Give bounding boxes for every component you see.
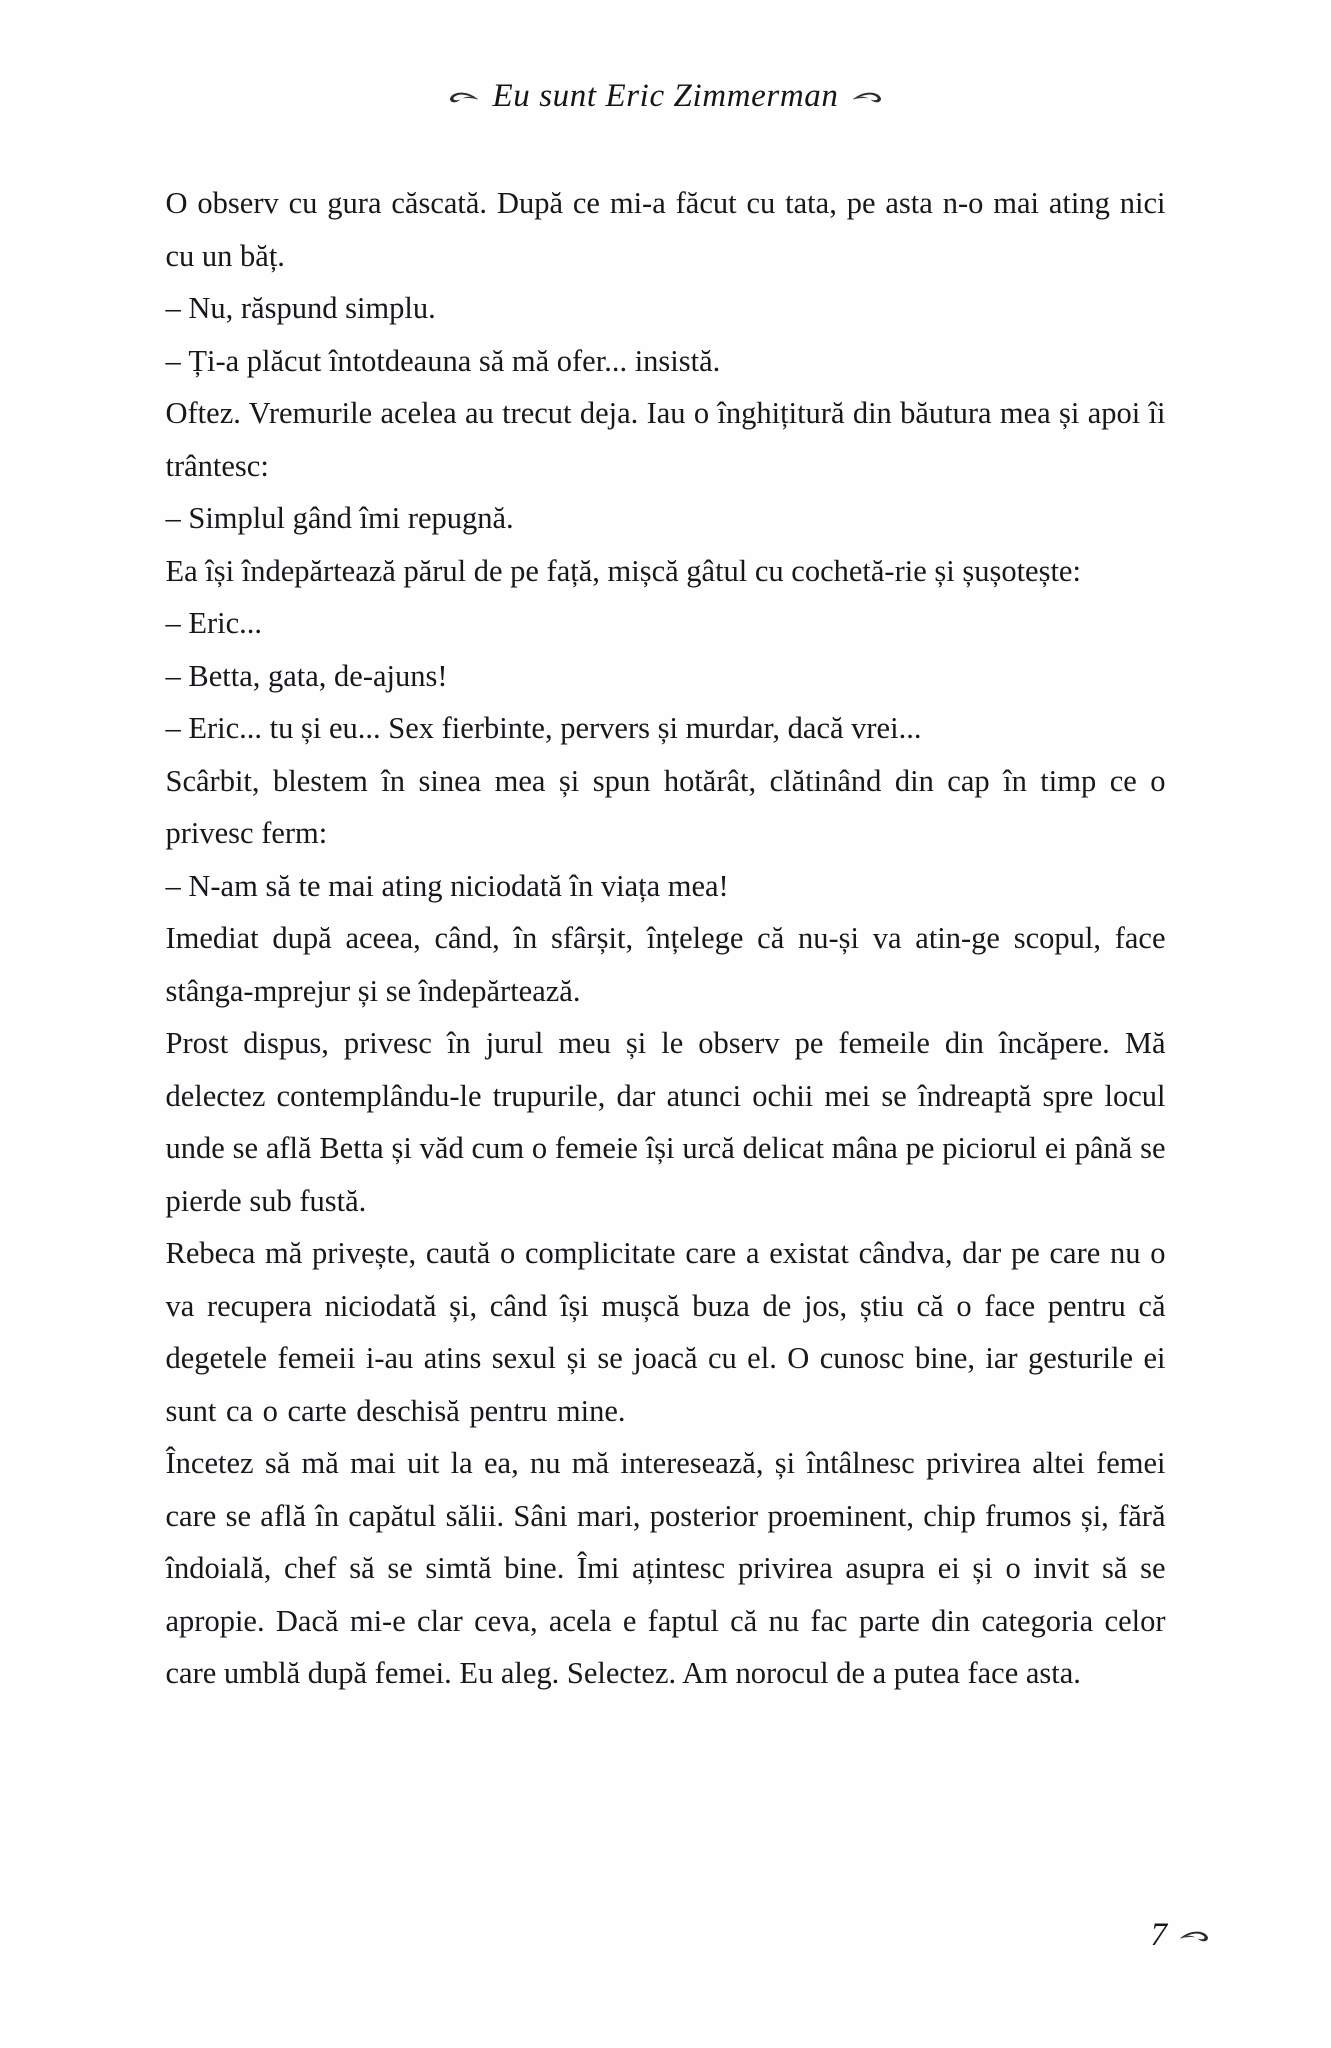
dialogue-line: – Simplul gând îmi repugnă. [165, 501, 514, 535]
paragraph: Prost dispus, privesc în jurul meu și le observ pe femeile din încăpere. Mă delectez contemplându-le trupurile, dar atunci ochii mei se îndreaptă spre locul unde se află Betta și văd cum o femeie își urcă delicat mâna pe piciorul ei până se pierde sub fustă. [165, 1026, 1166, 1218]
paragraph: Imediat după aceea, când, în sfârșit, înțelege că nu-și va atin-ge scopul, face stânga-mprejur și se îndepărtează. [165, 921, 1166, 1008]
paragraph: Oftez. Vremurile acelea au trecut deja. Iau o înghițitură din băutura mea și apoi îi trântesc: [165, 396, 1166, 483]
dialogue-line: – Eric... [165, 606, 263, 640]
dialogue-line: – Ți-a plăcut întotdeauna să mă ofer... insistă. [165, 343, 721, 378]
dialogue-line: – N-am să te mai ating niciodată în viața mea! [165, 868, 729, 903]
leaf-flourish-icon-left [449, 86, 479, 108]
body-text [166, 177, 1166, 1700]
running-head [0, 78, 1331, 115]
leaf-flourish-icon-right [852, 86, 882, 108]
dialogue-line: – Eric... tu și eu... Sex fierbinte, pervers și murdar, dacă vrei... [165, 711, 922, 745]
page-folio [1151, 1917, 1210, 1954]
dialogue-line: – Nu, răspund simplu. [165, 291, 436, 325]
paragraph: Încetez să mă mai uit la ea, nu mă interesează, și întâlnesc privirea altei femei care se află în capătul sălii. Sâni mari, posterior proeminent, chip frumos și, fără îndoială, chef să se simtă bine. Îmi ațintesc privirea asupra ei și o invit să se apropie. Dacă mi-e clar ceva, acela e faptul că nu fac parte din categoria celor care umblă după femei. Eu aleg. Selectez. Am norocul de a putea face asta. [165, 1446, 1166, 1690]
dialogue-line: – Betta, gata, de-ajuns! [165, 658, 448, 693]
running-head-title: Eu sunt Eric Zimmerman [492, 78, 839, 114]
page-number: 7 [1150, 1917, 1167, 1953]
paragraph: Rebeca mă privește, caută o complicitate care a existat cândva, dar pe care nu o va recupera niciodată și, când își mușcă buza de jos, știu că o face pentru că degetele femeii i-au atins sexul și se joacă cu el. O cunosc bine, iar gesturile ei sunt ca o carte deschisă pentru mine. [165, 1236, 1166, 1428]
paragraph: O observ cu gura căscată. După ce mi-a făcut cu tata, pe asta n-o mai ating nici cu un băț. [165, 186, 1166, 273]
leaf-flourish-icon-folio [1179, 1925, 1209, 1947]
paragraph: Scârbit, blestem în sinea mea și spun hotărât, clătinând din cap în timp ce o privesc ferm: [165, 763, 1166, 850]
paragraph: Ea își îndepărtează părul de pe față, mișcă gâtul cu cochetă-rie și șușotește: [165, 553, 1081, 588]
